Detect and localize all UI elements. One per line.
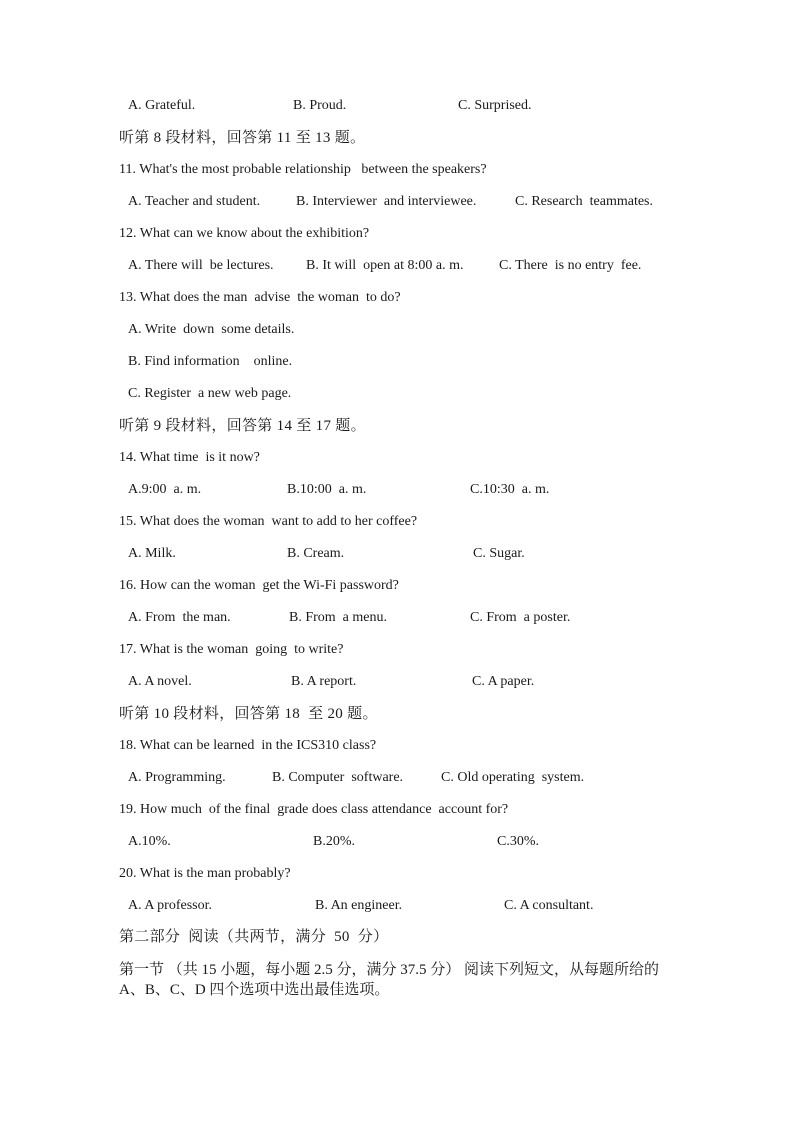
question-16: 16. How can the woman get the Wi-Fi password?: [119, 578, 399, 593]
option-b: B. Proud.: [293, 98, 347, 113]
option-a: A. Programming.: [128, 770, 226, 785]
option-c: C. Register a new web page.: [128, 386, 292, 401]
option-a: A. A professor.: [128, 898, 212, 913]
option-c: C. Surprised.: [458, 98, 532, 113]
option-c: C. A consultant.: [504, 898, 594, 913]
question-18: 18. What can be learned in the ICS310 class?: [119, 738, 377, 753]
option-c: C.30%.: [497, 834, 539, 849]
option-a: A. Write down some details.: [128, 322, 295, 337]
question-20: 20. What is the man probably?: [119, 866, 291, 881]
option-a: A. A novel.: [128, 674, 192, 689]
option-b: B. Interviewer and interviewee.: [296, 194, 477, 209]
section-instruction: 听第 9 段材料，回答第 14 至 17 题。: [119, 418, 366, 434]
option-a: A. Teacher and student.: [128, 194, 261, 209]
question-11: 11. What's the most probable relationship between the speakers?: [119, 162, 487, 177]
option-c: C.10:30 a. m.: [470, 482, 550, 497]
question-17: 17. What is the woman going to write?: [119, 642, 344, 657]
question-15: 15. What does the woman want to add to her coffee?: [119, 514, 418, 529]
option-c: C. A paper.: [472, 674, 535, 689]
section-instruction: 听第 10 段材料，回答第 18 至 20 题。: [119, 706, 378, 722]
option-b: B. Computer software.: [272, 770, 404, 785]
question-13: 13. What does the man advise the woman to do?: [119, 290, 401, 305]
option-a: A. Grateful.: [128, 98, 196, 113]
section-instruction: 听第 8 段材料，回答第 11 至 13 题。: [119, 130, 366, 146]
option-b: B.10:00 a. m.: [287, 482, 367, 497]
option-c: C. Old operating system.: [441, 770, 585, 785]
option-a: A. There will be lectures.: [128, 258, 274, 273]
section-description: 第一节 （共 15 小题，每小题 2.5 分，满分 37.5 分） 阅读下列短文，从每题所给的 A、B、C、D 四个选项中选出最佳选项。: [119, 962, 660, 998]
option-a: A. From the man.: [128, 610, 231, 625]
option-b: B. A report.: [291, 674, 357, 689]
part-heading: 第二部分 阅读（共两节，满分 50 分）: [119, 929, 389, 945]
option-b: B. Find information online.: [128, 354, 293, 369]
option-a: A.10%.: [128, 834, 171, 849]
option-b: B. It will open at 8:00 a. m.: [306, 258, 464, 273]
option-a: A. Milk.: [128, 546, 176, 561]
option-b: B. An engineer.: [315, 898, 403, 913]
option-b: B.20%.: [313, 834, 355, 849]
option-b: B. Cream.: [287, 546, 345, 561]
option-c: C. There is no entry fee.: [499, 258, 642, 273]
option-c: C. Research teammates.: [515, 194, 654, 209]
question-19: 19. How much of the final grade does class attendance account for?: [119, 802, 509, 817]
option-a: A.9:00 a. m.: [128, 482, 202, 497]
question-14: 14. What time is it now?: [119, 450, 260, 465]
question-12: 12. What can we know about the exhibition?: [119, 226, 370, 241]
option-c: C. From a poster.: [470, 610, 571, 625]
option-c: C. Sugar.: [473, 546, 525, 561]
option-b: B. From a menu.: [289, 610, 387, 625]
